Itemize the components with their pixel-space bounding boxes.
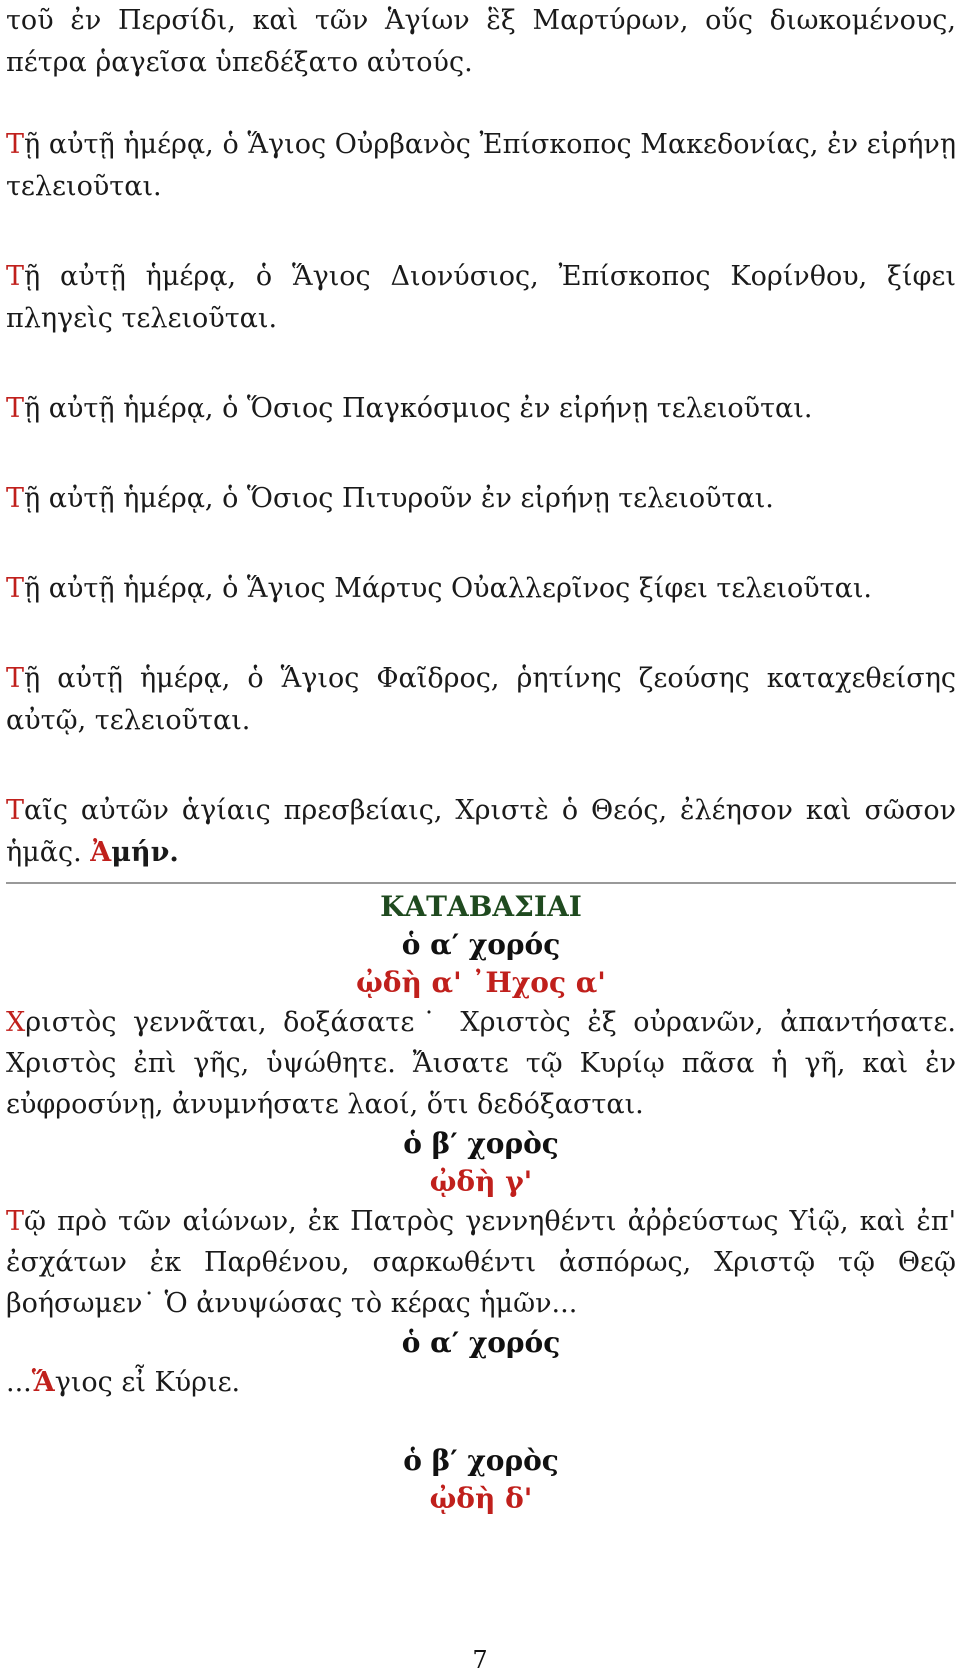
red-initial: Τ [6, 573, 25, 604]
ode-heading-1: ᾠδὴ α' ᾿Ηχος α' [356, 966, 606, 999]
red-initial: Τ [6, 393, 25, 424]
verse-text: ῇ αὐτῇ ἡμέρᾳ, ὁ Ἅγιος Διονύσιος, Ἐπίσκοπος Κορίνθου, ξίφει πληγεὶς τελειοῦται. [6, 261, 956, 334]
choir-heading-2: ὁ β′ χορὸς [403, 1127, 559, 1160]
red-initial: Τ [6, 1206, 25, 1237]
verse-paragraph-2 [6, 124, 956, 208]
verse-text: τοῦ ἐν Περσίδι, καὶ τῶν Ἁγίων ἓξ Μαρτύρων, οὕς διωκομένους, πέτρα ῥαγεῖσα ὑπεδέξατο αὐτούς. [6, 5, 956, 78]
red-initial: Τ [6, 129, 25, 160]
verse-text: ῇ αὐτῇ ἡμέρᾳ, ὁ Ἅγιος Φαῖδρος, ῥητίνης ζεούσης καταχεθείσης αὐτῷ, τελειοῦται. [6, 663, 956, 736]
verse-paragraph-3 [6, 256, 956, 340]
red-initial: Χ [6, 1007, 26, 1038]
verse-text: αῖς αὐτῶν ἁγίαις πρεσβείαις, Χριστὲ ὁ Θεός, ἐλέησον καὶ σῶσον ἡμᾶς. [6, 795, 956, 868]
verse-text: ῇ αὐτῇ ἡμέρᾳ, ὁ Ἅγιος Οὐρβανὸς Ἐπίσκοπος Μακεδονίας, ἐν εἰρήνῃ τελειοῦται. [6, 129, 956, 202]
red-initial: Τ [6, 663, 25, 694]
verse-paragraph-4 [6, 388, 956, 430]
verse-paragraph-5 [6, 478, 956, 520]
red-initial: Τ [6, 483, 25, 514]
verse-paragraph-11 [6, 1362, 956, 1404]
verse-paragraph-7 [6, 658, 956, 742]
red-initial: Ἅ [31, 1367, 55, 1398]
verse-paragraph-6 [6, 568, 956, 610]
choir-heading-1: ὁ α′ χορός [401, 928, 561, 961]
verse-paragraph-8 [6, 790, 956, 874]
document-content [6, 0, 956, 1518]
verse-text: ῷ πρὸ τῶν αἰώνων, ἐκ Πατρὸς γεννηθέντι ἀῤῥεύστως Υἱῷ, καὶ ἐπ' ἐσχάτων ἐκ Παρθένου, σαρκωθέντι ἀσπόρως, Χριστῷ τῷ Θεῷ βοήσωμεν˙ Ὁ ἀνυψώσας τὸ κέρας ἡμῶν... [6, 1206, 956, 1319]
verse-text: ριστὸς γεννᾶται, δοξάσατε˙ Χριστὸς ἐξ οὐρανῶν, ἀπαντήσατε. Χριστὸς ἐπὶ γῆς, ὑψώθητε. Ἄισατε τῷ Κυρίῳ πᾶσα ἡ γῆ, καὶ ἐν εὐφροσύνῃ, ἀνυμνήσατε λαοί, ὅτι δεδόξασται. [6, 1007, 956, 1120]
amen-text: μήν. [111, 837, 179, 868]
page-number: 7 [472, 1646, 488, 1674]
red-initial: Τ [6, 795, 25, 826]
amen-initial: Ἀ [90, 837, 112, 868]
verse-text: ῇ αὐτῇ ἡμέρᾳ, ὁ Ὅσιος Πιτυροῦν ἐν εἰρήνῃ τελειοῦται. [24, 483, 774, 514]
red-initial: Τ [6, 261, 25, 292]
ellipsis-text: ... [6, 1367, 32, 1398]
verse-paragraph-1 [6, 0, 956, 84]
verse-paragraph-10 [6, 1201, 956, 1324]
verse-paragraph-9 [6, 1002, 956, 1125]
verse-text: ῇ αὐτῇ ἡμέρᾳ, ὁ Ὅσιος Παγκόσμιος ἐν εἰρήνῃ τελειοῦται. [24, 393, 813, 424]
verse-text: γιος εἶ Κύριε. [54, 1367, 241, 1398]
ode-heading-3: ᾠδὴ γ' [429, 1165, 533, 1198]
verse-text: ῇ αὐτῇ ἡμέρᾳ, ὁ Ἅγιος Μάρτυς Οὐαλλερῖνος ξίφει τελειοῦται. [24, 573, 872, 604]
ode-heading-4: ᾠδὴ δ' [429, 1482, 533, 1515]
section-divider [6, 882, 956, 884]
choir-heading-4: ὁ β′ χορὸς [403, 1444, 559, 1477]
choir-heading-3: ὁ α′ χορός [401, 1326, 561, 1359]
katavasiai-heading: ΚΑΤΑΒΑΣΙΑΙ [380, 890, 582, 923]
